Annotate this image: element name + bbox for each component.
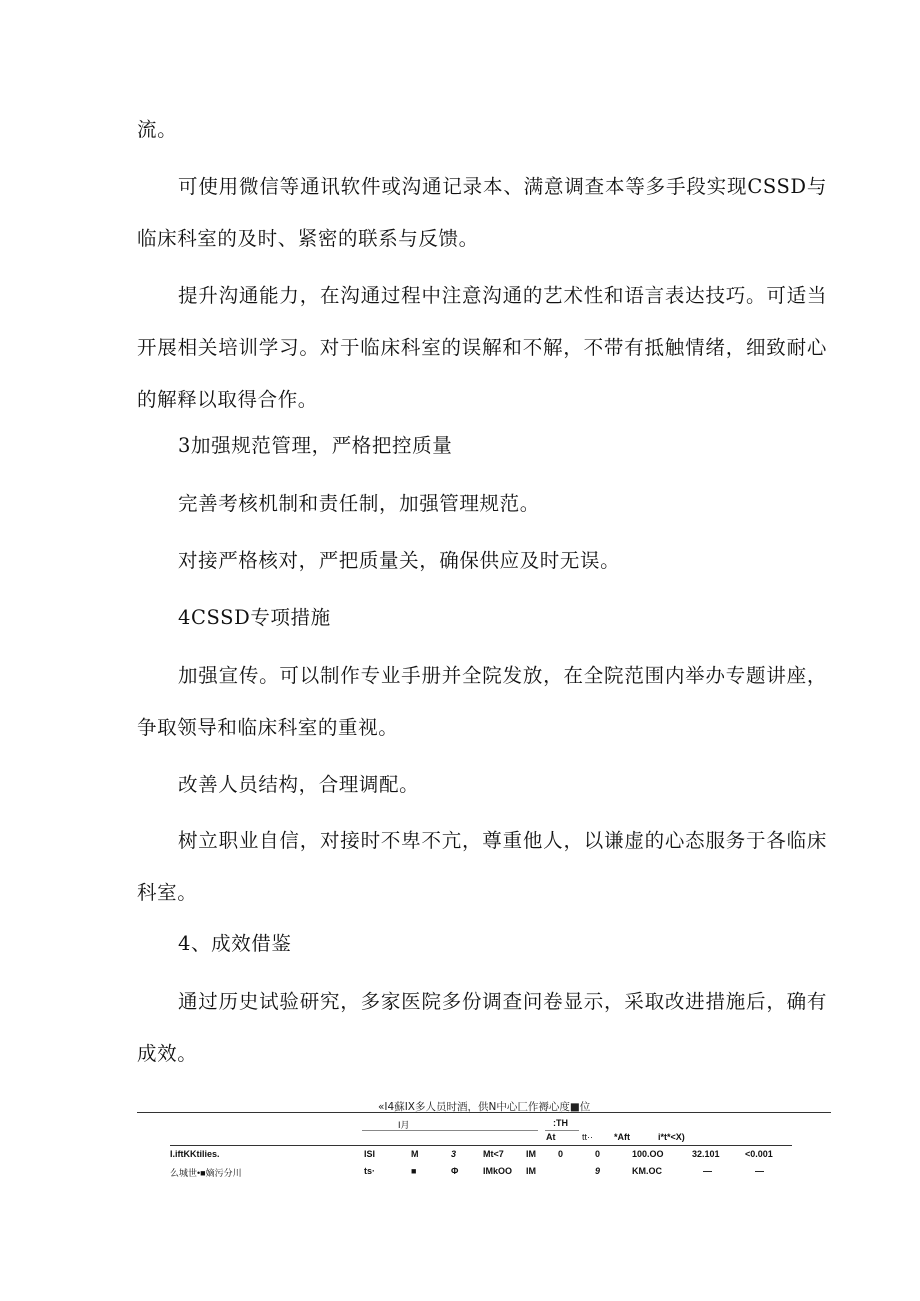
table-cell: 9 <box>595 1166 601 1176</box>
table-row-label: 么城世•■嫡污分川 <box>170 1168 242 1178</box>
table-cell: M <box>411 1149 419 1159</box>
table-cell: IM <box>526 1149 536 1159</box>
paragraph-assessment-mechanism: 完善考核机制和责任制，加强管理规范。 <box>178 492 540 515</box>
table-group-header-left: I月 <box>398 1120 410 1130</box>
table-cell: Mt<7 <box>483 1149 504 1159</box>
paragraph-communication-tools: 可使用微信等通讯软件或沟通记录本、满意调查本等多手段实现CSSD与临床科室的及时、紧密的联系与反馈。 <box>137 175 827 250</box>
table-cell: 100.OO <box>632 1149 664 1159</box>
table-subheader: At <box>546 1132 556 1142</box>
paragraph-professional-confidence: 树立职业自信，对接时不卑不亢，尊重他人，以谦虚的心态服务于各临床科室。 <box>137 829 827 904</box>
table-group-header-right: :TH <box>553 1118 568 1128</box>
table-cell: IMkOO <box>483 1166 513 1176</box>
table-header-rule <box>170 1145 792 1146</box>
paragraph-publicity: 加强宣传。可以制作专业手册并全院发放，在全院范围内举办专题讲座，争取领导和临床科室的重视。 <box>137 664 827 739</box>
table-group-rule-left <box>362 1130 538 1131</box>
table-group-rule-right <box>545 1130 579 1131</box>
section-heading-cssd-measures: 4CSSD专项措施 <box>178 606 331 629</box>
table-cell: KM.OC <box>632 1166 662 1176</box>
table-cell: ■ <box>411 1166 417 1176</box>
table-cell: ISI <box>364 1149 376 1159</box>
paragraph-continuation: 流。 <box>137 118 178 141</box>
table-cell: ts· <box>364 1166 375 1176</box>
paragraph-quality-check: 对接严格核对，严把质量关，确保供应及时无误。 <box>178 549 621 572</box>
table-row-label: I.iftKKtilies. <box>170 1149 220 1159</box>
paragraph-staff-structure: 改善人员结构，合理调配。 <box>178 773 420 796</box>
section-heading-standard-management: 3加强规范管理，严格把控质量 <box>178 434 453 457</box>
table-subheader: tt·· <box>582 1132 593 1142</box>
paragraph-survey-results: 通过历史试验研究，多家医院多份调查问卷显示，采取改进措施后，确有成效。 <box>137 990 827 1065</box>
table-subheader: i*t*<X) <box>658 1132 685 1142</box>
table-cell: 0 <box>595 1149 601 1159</box>
table-cell: — <box>703 1166 712 1176</box>
table-cell: 3 <box>451 1149 457 1159</box>
table-cell: — <box>755 1166 764 1176</box>
table-top-rule <box>137 1112 831 1113</box>
table-caption: «I4蘇IX多人员时酒，供N中心匚作褥心度■位 <box>378 1101 591 1113</box>
table-cell: <0.001 <box>745 1149 773 1159</box>
table-cell: IM <box>526 1166 536 1176</box>
table-cell: 0 <box>558 1149 564 1159</box>
table-subheader: *Aft <box>614 1132 630 1142</box>
section-heading-results: 4、成效借鉴 <box>178 932 292 955</box>
table-cell: Φ <box>451 1166 459 1176</box>
paragraph-communication-skills: 提升沟通能力，在沟通过程中注意沟通的艺术性和语言表达技巧。可适当开展相关培训学习。对于临床科室的误解和不解，不带有抵触情绪，细致耐心的解释以取得合作。 <box>137 284 827 411</box>
table-cell: 32.101 <box>692 1149 720 1159</box>
